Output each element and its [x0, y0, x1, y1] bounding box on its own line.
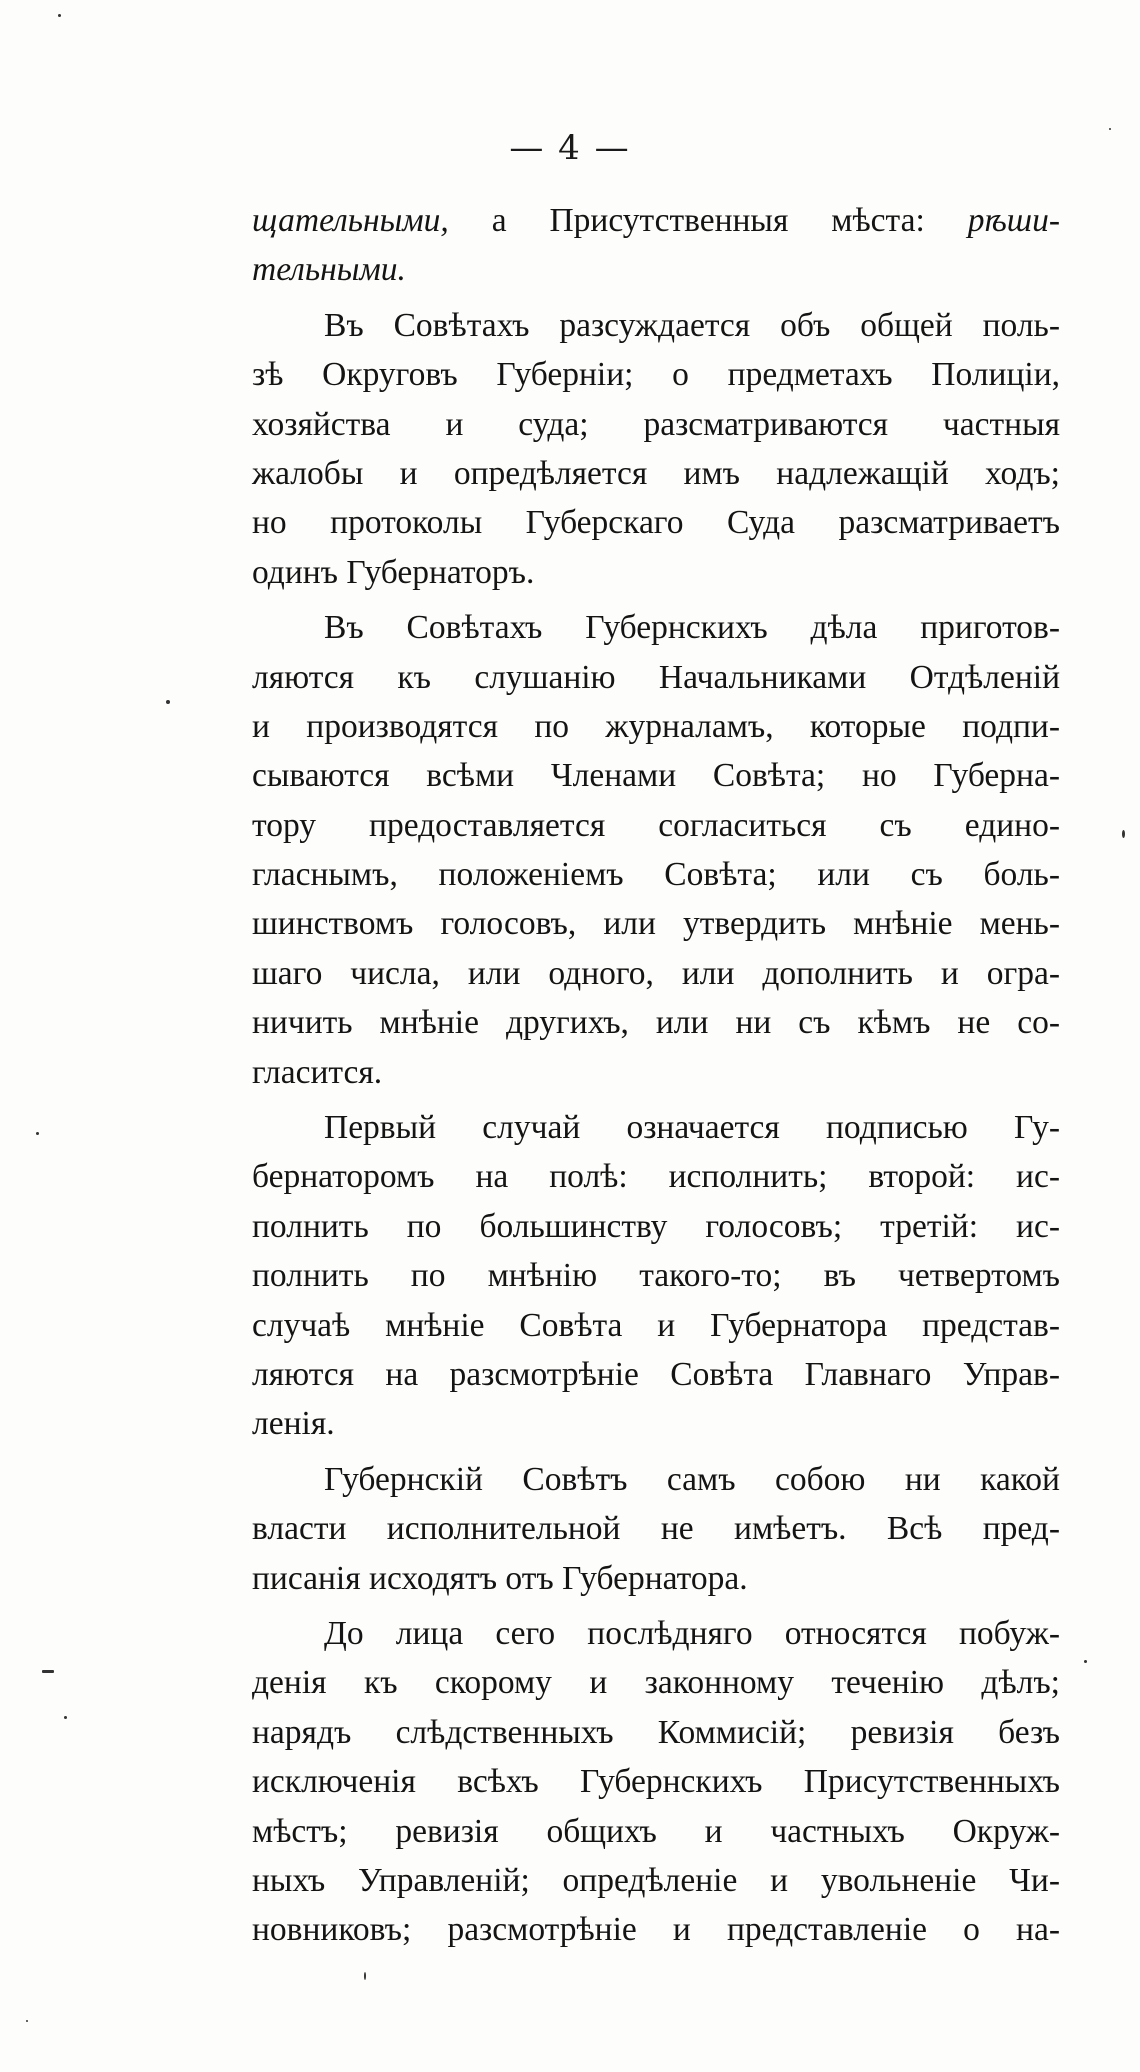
- text-line: [252, 245, 1060, 294]
- page-number: — 4 —: [509, 128, 631, 168]
- text-segment: шаго числа, или одного, или дополнить и огра-: [252, 954, 1060, 992]
- paragraph: [252, 196, 1060, 295]
- text-line: [252, 548, 1060, 597]
- italic-text: тельными.: [252, 251, 406, 289]
- text-line: [252, 196, 1060, 245]
- text-segment: бернаторомъ на полѣ: исполнить; второй: ис-: [252, 1158, 1060, 1196]
- italic-text: рѣши-: [967, 202, 1060, 239]
- text-segment: денія къ скорому и законному теченію дѣлъ;: [252, 1664, 1060, 1702]
- text-segment: ляются къ слушанію Начальниками Отдѣленій: [252, 658, 1060, 696]
- text-line: [252, 1856, 1060, 1905]
- text-line: [252, 350, 1060, 399]
- text-line: [252, 1658, 1060, 1707]
- text-line: [252, 1202, 1060, 1251]
- text-segment: мѣстъ; ревизія общихъ и частныхъ Окруж-: [252, 1812, 1060, 1850]
- text-segment: одинъ Губернаторъ.: [252, 553, 535, 591]
- text-line: [252, 850, 1060, 899]
- text-segment: хозяйства и суда; разсматриваются частныя: [252, 405, 1060, 443]
- text-segment: писанія исходятъ отъ Губернатора.: [252, 1559, 748, 1597]
- scan-speck: [166, 700, 170, 704]
- text-segment: гласнымъ, положеніемъ Совѣта; или съ боль-: [252, 856, 1060, 894]
- text-line: [252, 1757, 1060, 1806]
- text-segment: полнить по большинству голосовъ; третій: ис-: [252, 1207, 1060, 1245]
- text-line: [252, 498, 1060, 547]
- text-line: [252, 1455, 1060, 1504]
- text-line: [252, 1048, 1060, 1097]
- text-line: [252, 603, 1060, 652]
- text-line: [252, 1251, 1060, 1300]
- text-line: [252, 702, 1060, 751]
- text-segment: Первый случай означается подписью Гу-: [324, 1109, 1060, 1147]
- text-line: [252, 801, 1060, 850]
- text-segment: случаѣ мнѣніе Совѣта и Губернатора представ-: [252, 1306, 1060, 1344]
- scan-speck: [1122, 830, 1125, 838]
- text-segment: а Присутственныя мѣста:: [448, 202, 968, 239]
- scan-speck: [42, 1670, 54, 1673]
- text-segment: зѣ Округовъ Губерніи; о предметахъ Полиціи,: [252, 356, 1060, 394]
- text-line: [252, 1504, 1060, 1553]
- body-text: [252, 196, 1060, 1955]
- text-segment: исключенія всѣхъ Губернскихъ Присутственныхъ: [252, 1763, 1060, 1801]
- text-segment: гласится.: [252, 1053, 383, 1091]
- scan-speck: [36, 1132, 39, 1135]
- text-segment: сываются всѣми Членами Совѣта; но Губерна-: [252, 757, 1060, 795]
- text-line: [252, 899, 1060, 948]
- text-line: [252, 1350, 1060, 1399]
- text-line: [252, 1708, 1060, 1757]
- text-segment: ныхъ Управленій; опредѣленіе и увольненіе Чи-: [252, 1861, 1060, 1899]
- text-line: [252, 751, 1060, 800]
- text-line: [252, 1301, 1060, 1350]
- text-line: [252, 1807, 1060, 1856]
- text-segment: новниковъ; разсмотрѣніе и представленіе о на-: [252, 1911, 1060, 1949]
- text-segment: шинствомъ голосовъ, или утвердить мнѣніе мень-: [252, 905, 1060, 943]
- scan-speck: [1084, 1660, 1087, 1663]
- text-line: [252, 949, 1060, 998]
- text-line: [252, 1103, 1060, 1152]
- text-line: [252, 301, 1060, 350]
- scan-speck: [58, 14, 61, 17]
- text-line: [252, 1399, 1060, 1448]
- text-line: [252, 998, 1060, 1047]
- italic-text: щательными,: [252, 202, 449, 239]
- text-segment: жалобы и опредѣляется имъ надлежащій ходъ;: [252, 454, 1060, 492]
- paragraph: [252, 1103, 1060, 1449]
- paragraph: [252, 1609, 1060, 1955]
- text-line: [252, 449, 1060, 498]
- text-segment: полнить по мнѣнію такого-то; въ четвертомъ: [252, 1257, 1060, 1295]
- text-segment: и производятся по журналамъ, которые подпи-: [252, 707, 1060, 745]
- text-line: [252, 1905, 1060, 1954]
- text-segment: ничить мнѣніе другихъ, или ни съ кѣмъ не со-: [252, 1004, 1060, 1042]
- text-segment: ленія.: [252, 1405, 335, 1443]
- text-segment: нарядъ слѣдственныхъ Коммисій; ревизія безъ: [252, 1713, 1060, 1751]
- paragraph: [252, 1455, 1060, 1603]
- scan-speck: [364, 1972, 366, 1980]
- scan-speck: [26, 2020, 28, 2022]
- text-segment: власти исполнительной не имѣетъ. Всѣ пред-: [252, 1510, 1060, 1548]
- text-line: [252, 1554, 1060, 1603]
- text-line: [252, 653, 1060, 702]
- text-line: [252, 400, 1060, 449]
- text-line: [252, 1152, 1060, 1201]
- text-segment: тору предоставляется согласиться съ едино-: [252, 806, 1060, 844]
- text-segment: но протоколы Губерскаго Суда разсматриваетъ: [252, 504, 1060, 542]
- paragraph: [252, 301, 1060, 597]
- scan-speck: [64, 1716, 67, 1719]
- text-segment: Въ Совѣтахъ Губернскихъ дѣла приготов-: [324, 609, 1060, 647]
- text-segment: Губернскій Совѣтъ самъ собою ни какой: [324, 1460, 1060, 1498]
- text-segment: До лица сего послѣдняго относятся побуж-: [324, 1614, 1060, 1652]
- text-segment: ляются на разсмотрѣніе Совѣта Главнаго Управ-: [252, 1355, 1060, 1393]
- text-segment: Въ Совѣтахъ разсуждается объ общей поль-: [324, 306, 1060, 344]
- paragraph: [252, 603, 1060, 1097]
- text-line: [252, 1609, 1060, 1658]
- scan-speck: [1109, 128, 1111, 130]
